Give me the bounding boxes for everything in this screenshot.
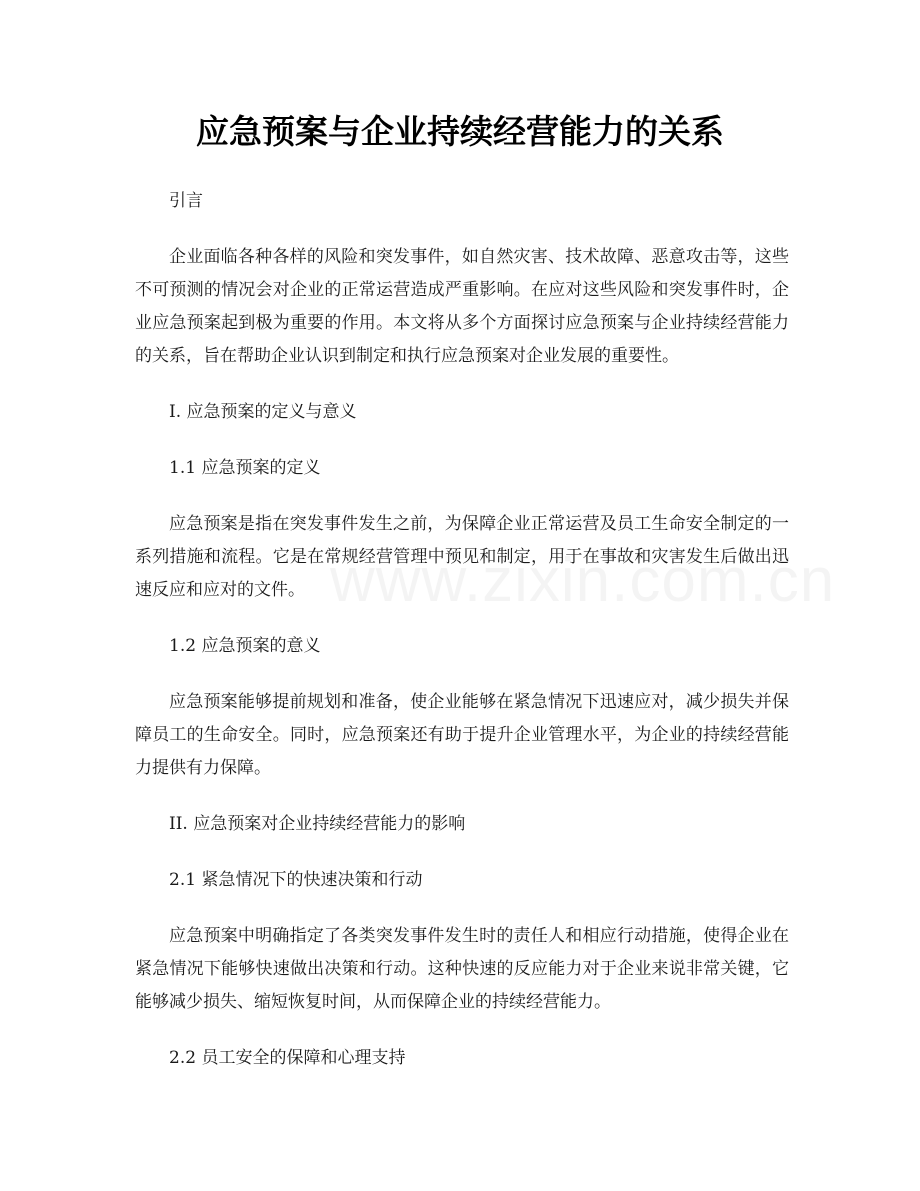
section-heading-2: II. 应急预案对企业持续经营能力的影响 <box>169 814 466 834</box>
section-heading-intro: 引言 <box>169 191 203 211</box>
subsection-heading-1-2: 1.2 应急预案的意义 <box>169 636 321 656</box>
document-title: 应急预案与企业持续经营能力的关系 <box>196 112 724 151</box>
paragraph-intro: 企业面临各种各样的风险和突发事件，如自然灾害、技术故障、恶意攻击等，这些不可预测的情况会对企业的正常运营造成严重影响。在应对这些风险和突发事件时，企业应急预案起到极为重要的作用。本文将从多个方面探讨应急预案与企业持续经营能力的关系，旨在帮助企业认识到制定和执行应急预案对企业发展的重要性。 <box>135 247 789 366</box>
section-heading-1: I. 应急预案的定义与意义 <box>169 402 357 422</box>
subsection-heading-2-2: 2.2 员工安全的保障和心理支持 <box>169 1048 406 1068</box>
subsection-heading-2-1: 2.1 紧急情况下的快速决策和行动 <box>169 870 423 890</box>
paragraph-1-2: 应急预案能够提前规划和准备，使企业能够在紧急情况下迅速应对，减少损失并保障员工的生命安全。同时，应急预案还有助于提升企业管理水平，为企业的持续经营能力提供有力保障。 <box>135 692 789 778</box>
subsection-heading-1-1: 1.1 应急预案的定义 <box>169 458 321 478</box>
paragraph-1-1: 应急预案是指在突发事件发生之前，为保障企业正常运营及员工生命安全制定的一系列措施和流程。它是在常规经营管理中预见和制定，用于在事故和灾害发生后做出迅速反应和应对的文件。 <box>135 514 789 600</box>
paragraph-2-1: 应急预案中明确指定了各类突发事件发生时的责任人和相应行动措施，使得企业在紧急情况下能够快速做出决策和行动。这种快速的反应能力对于企业来说非常关键，它能够减少损失、缩短恢复时间，从而保障企业的持续经营能力。 <box>135 926 789 1012</box>
document-body <box>135 185 789 1098</box>
